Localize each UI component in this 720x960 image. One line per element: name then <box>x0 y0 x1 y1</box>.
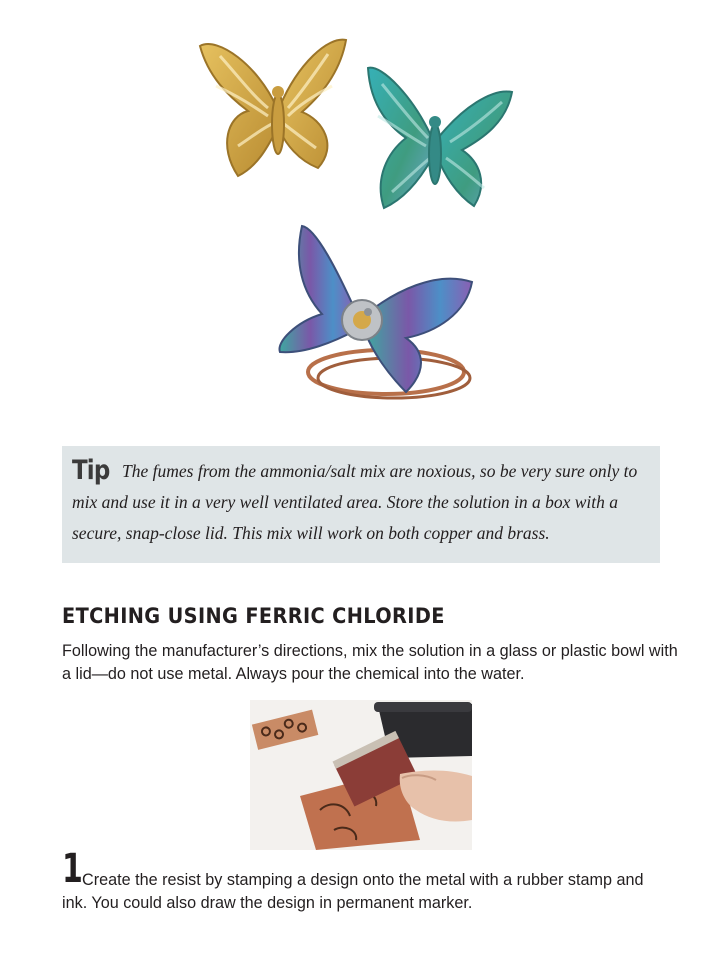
gold-butterfly <box>200 40 346 176</box>
butterflies-photo <box>190 22 530 422</box>
stamping-photo <box>250 700 472 850</box>
step-1 <box>62 846 662 915</box>
tip-label: Tip <box>72 455 110 486</box>
section-intro: Following the manufacturer’s directions, mix the solution in a glass or plastic bowl with a lid—do not use metal. Always pour the chemical into the water. <box>62 642 678 683</box>
tip-text: The fumes from the ammonia/salt mix are noxious, so be very sure only to mix and use it in a very well ventilated area. Store the solution in a box with a secure, snap-close lid. This mix will work on both copper and brass. <box>72 461 638 543</box>
step-number: 1 <box>62 846 83 892</box>
tip-box <box>62 446 660 563</box>
teal-butterfly <box>368 68 512 208</box>
tip-paragraph <box>72 455 648 549</box>
bracelet-butterfly <box>279 226 472 398</box>
butterflies-illustration <box>190 22 530 422</box>
stamping-illustration <box>250 700 472 850</box>
step-text: Create the resist by stamping a design onto the metal with a rubber stamp and ink. You could also draw the design in permanent marker. <box>62 871 644 912</box>
section-heading: ETCHING USING FERRIC CHLORIDE <box>62 604 445 628</box>
